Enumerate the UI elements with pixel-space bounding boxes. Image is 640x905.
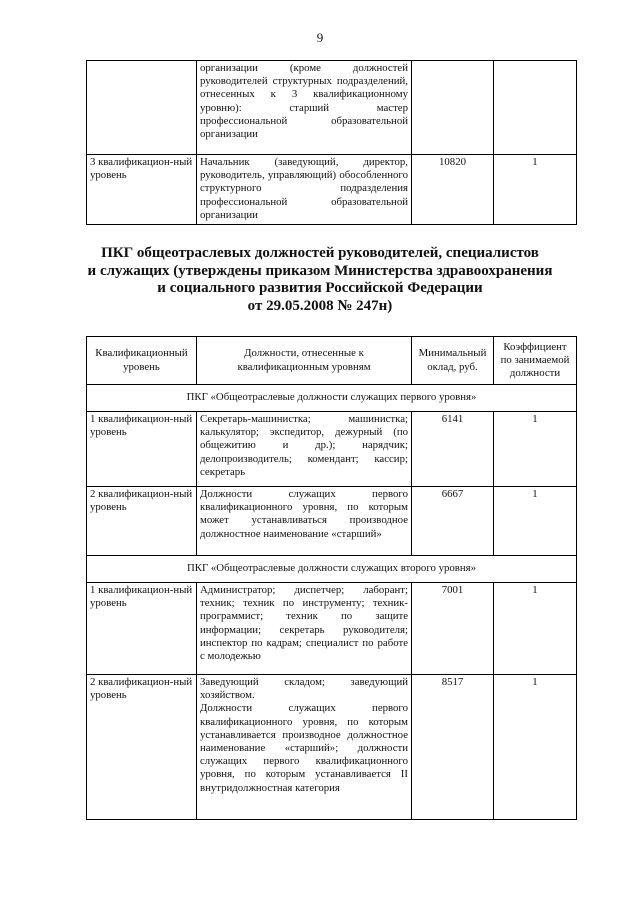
salary-table: [86, 336, 577, 820]
table-header-row: [87, 337, 577, 385]
coefficient-cell: 1: [494, 675, 577, 820]
coefficient-cell: 1: [494, 155, 577, 225]
group-row: [87, 385, 577, 412]
heading-line: и служащих (утверждены приказом Министерства здравоохранения: [87, 262, 553, 279]
salary-cell: 6141: [412, 412, 494, 487]
heading-line: от 29.05.2008 № 247н): [247, 297, 393, 314]
page-number: 9: [316, 30, 324, 45]
positions-cell: Должности служащих первого квалификационного уровня, по которым может устанавливаться производное должностное наименование «старший»: [197, 487, 412, 556]
coefficient-cell: 1: [494, 583, 577, 675]
positions-cell: Администратор; диспетчер; лаборант; техник; техник по инструменту; техник-программист; техник по защите информации; секретарь руководителя; инспектор по кадрам; специалист по работе с молодежью: [197, 583, 412, 675]
table-row: [87, 412, 577, 487]
group-title: ПКГ «Общеотраслевые должности служащих первого уровня»: [87, 385, 577, 412]
table-row: [87, 583, 577, 675]
header-coefficient: Коэффициент по занимаемой должности: [494, 337, 577, 385]
table-row: [87, 155, 577, 225]
header-salary: Минимальный оклад, руб.: [412, 337, 494, 385]
continued-salary-table: [86, 60, 577, 225]
level-cell: 1 квалификацион-ный уровень: [87, 583, 197, 675]
table-row: [87, 675, 577, 820]
section-heading: [60, 245, 580, 315]
positions-cell: Секретарь-машинистка; машинистка; калькулятор; экспедитор, дежурный (по общежитию и др.); нарядчик; делопроизводитель; комендант; кассир; секретарь: [197, 412, 412, 487]
level-cell: 2 квалификацион-ный уровень: [87, 487, 197, 556]
coefficient-cell: 1: [494, 412, 577, 487]
group-title: ПКГ «Общеотраслевые должности служащих второго уровня»: [87, 556, 577, 583]
salary-cell: 8517: [412, 675, 494, 820]
coefficient-cell: [494, 61, 577, 155]
salary-cell: 10820: [412, 155, 494, 225]
table-row: [87, 487, 577, 556]
group-row: [87, 556, 577, 583]
coefficient-cell: 1: [494, 487, 577, 556]
positions-cell: организации (кроме должностей руководителей структурных подразделений, отнесенных к 3 квалификационному уровню): старший мастер профессиональной образовательной организации: [197, 61, 412, 155]
salary-cell: [412, 61, 494, 155]
heading-line: и социального развития Российской Федерации: [157, 280, 483, 296]
table-row: [87, 61, 577, 155]
header-positions: Должности, отнесенные к квалификационным уровням: [197, 337, 412, 385]
positions-cell: Начальник (заведующий, директор, руководитель, управляющий) обособленного структурного подразделения профессиональной образовательной организации: [197, 155, 412, 225]
positions-paragraph: Заведующий складом; заведующий хозяйством.: [200, 676, 408, 702]
salary-cell: 7001: [412, 583, 494, 675]
header-level: Квалификационный уровень: [87, 337, 197, 385]
positions-paragraph: Должности служащих первого квалификационного уровня, по которым устанавливается производное должностное наименование «старший»; должности служащих первого квалификационного уровня, по которым устанавливается II внутридолжностная категория: [200, 702, 408, 794]
heading-line: ПКГ общеотраслевых должностей руководителей, специалистов: [101, 245, 539, 261]
level-cell: 2 квалификацион-ный уровень: [87, 675, 197, 820]
salary-cell: 6667: [412, 487, 494, 556]
positions-cell: [197, 675, 412, 820]
level-cell: [87, 61, 197, 155]
level-cell: 1 квалификацион-ный уровень: [87, 412, 197, 487]
level-cell: 3 квалификацион-ный уровень: [87, 155, 197, 225]
